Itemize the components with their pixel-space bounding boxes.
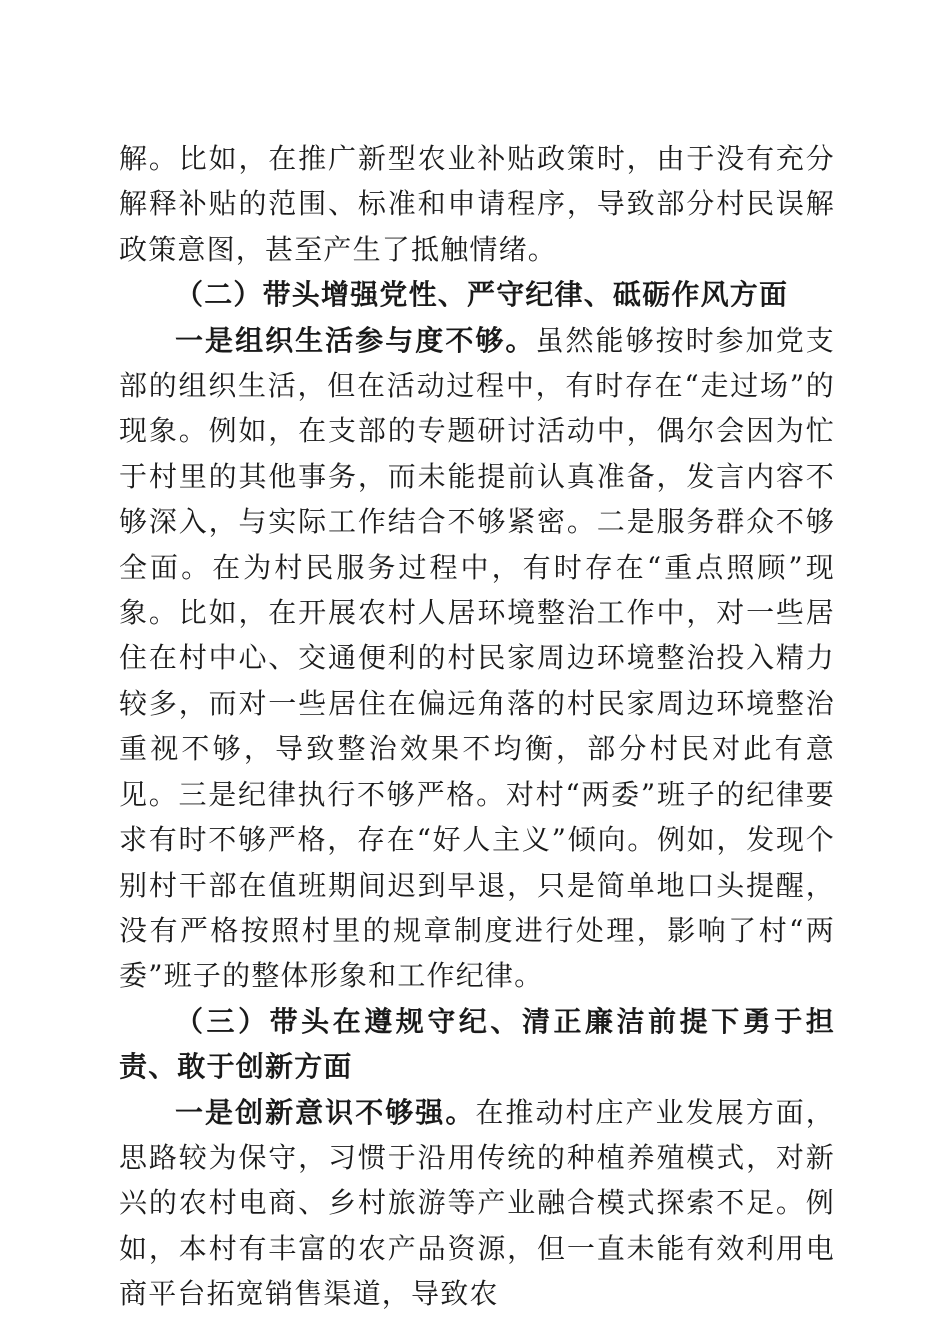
paragraph-section-2: [119, 318, 835, 999]
section-heading-2: （二）带头增强党性、严守纪律、砥砺作风方面: [175, 278, 789, 312]
paragraph-body: 在推动村庄产业发展方面，思路较为保守，习惯于沿用传统的种植养殖模式，对新兴的农村电商、乡村旅游等产业融合模式探索不足。例如，本村有丰富的农产品资源，但一直未能有效利用电商平台拓宽销售渠道，导致农: [119, 1095, 835, 1311]
document-body: [119, 136, 835, 1317]
paragraph-continuation: 解。比如，在推广新型农业补贴政策时，由于没有充分解释补贴的范围、标准和申请程序，导致部分村民误解政策意图，甚至产生了抵触情绪。: [119, 142, 835, 266]
section-heading-3: （三）带头在遵规守纪、清正廉洁前提下勇于担责、敢于创新方面: [119, 1004, 835, 1084]
paragraph-lead: 一是组织生活参与度不够。: [175, 323, 536, 357]
paragraph-lead: 一是创新意识不够强。: [175, 1095, 476, 1129]
paragraph-section-3: [119, 1090, 835, 1317]
paragraph-body: 虽然能够按时参加党支部的组织生活，但在活动过程中，有时存在“走过场”的现象。例如，在支部的专题研讨活动中，偶尔会因为忙于村里的其他事务，而未能提前认真准备，发言内容不够深入，与实际工作结合不够紧密。二是服务群众不够全面。在为村民服务过程中，有时存在“重点照顾”现象。比如，在开展农村人居环境整治工作中，对一些居住在村中心、交通便利的村民家周边环境整治投入精力较多，而对一些居住在偏远角落的村民家周边环境整治重视不够，导致整治效果不均衡，部分村民对此有意见。三是纪律执行不够严格。对村“两委”班子的纪律要求有时不够严格，存在“好人主义”倾向。例如，发现个别村干部在值班期间迟到早退，只是简单地口头提醒，没有严格按照村里的规章制度进行处理，影响了村“两委”班子的整体形象和工作纪律。: [119, 323, 835, 993]
